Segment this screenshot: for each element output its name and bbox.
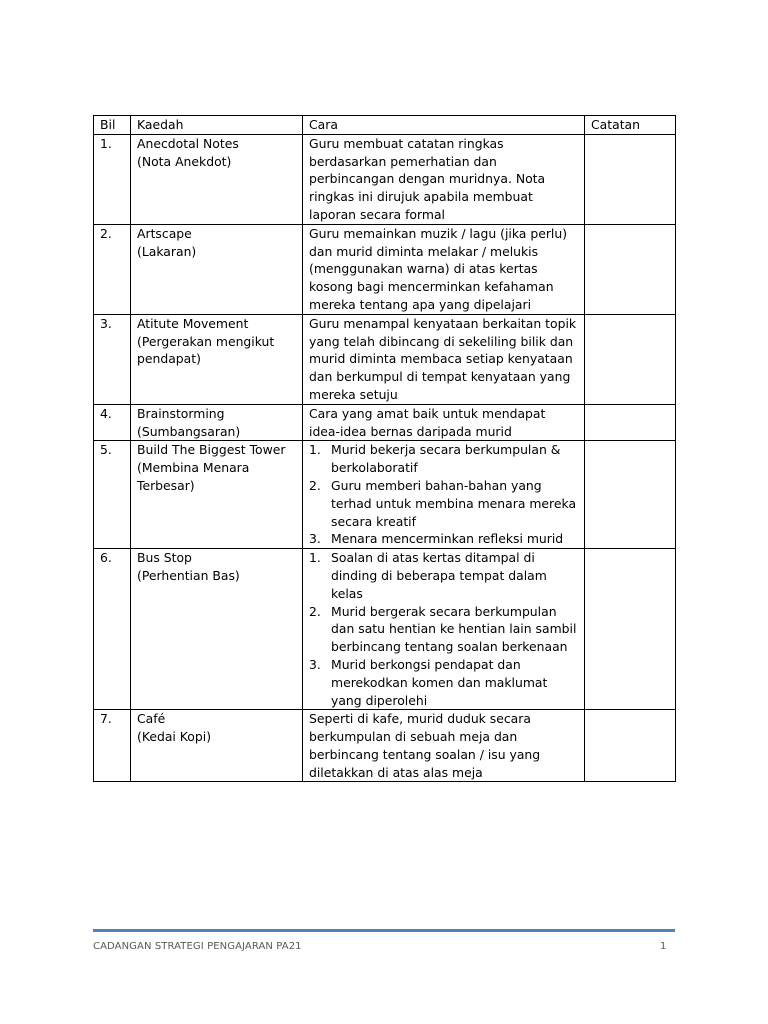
cara-step bbox=[309, 441, 580, 477]
kaedah-line: Terbesar) bbox=[137, 477, 195, 493]
table-row bbox=[94, 134, 676, 224]
header-cara: Cara bbox=[303, 116, 585, 135]
row-bil: 6. bbox=[94, 549, 131, 710]
kaedah-line: Anecdotal Notes bbox=[137, 135, 239, 151]
kaedah-line: (Lakaran) bbox=[137, 243, 197, 259]
cara-step bbox=[309, 603, 580, 656]
cara-step bbox=[309, 530, 580, 548]
step-text: Murid berkongsi pendapat dan merekodkan komen dan maklumat yang diperolehi bbox=[331, 656, 548, 708]
row-kaedah bbox=[131, 441, 303, 549]
step-text: Soalan di atas kertas ditampal di dinding di beberapa tempat dalam kelas bbox=[331, 550, 547, 601]
row-catatan bbox=[585, 549, 676, 710]
row-catatan bbox=[585, 441, 676, 549]
row-catatan bbox=[585, 404, 676, 441]
row-cara bbox=[303, 441, 585, 549]
step-number: 1. bbox=[309, 442, 321, 458]
kaedah-line: Artscape bbox=[137, 225, 192, 241]
row-kaedah bbox=[131, 134, 303, 224]
row-bil: 4. bbox=[94, 404, 131, 441]
row-cara bbox=[303, 404, 585, 441]
row-kaedah bbox=[131, 314, 303, 404]
table-row bbox=[94, 710, 676, 782]
row-kaedah bbox=[131, 549, 303, 710]
row-catatan bbox=[585, 710, 676, 782]
table-body bbox=[94, 134, 676, 782]
kaedah-line: (Pergerakan mengikut bbox=[137, 333, 275, 349]
table-row bbox=[94, 404, 676, 441]
cara-text: Seperti di kafe, murid duduk secara berkumpulan di sebuah meja dan berbincang tentang soalan / isu yang diletakkan di atas alas meja bbox=[309, 711, 541, 780]
table-header-row bbox=[94, 116, 676, 135]
row-bil: 3. bbox=[94, 314, 131, 404]
step-number: 2. bbox=[309, 477, 321, 493]
cara-text: Cara yang amat baik untuk mendapat idea-idea bernas daripada murid bbox=[309, 405, 546, 439]
header-catatan: Catatan bbox=[585, 116, 676, 135]
row-bil: 7. bbox=[94, 710, 131, 782]
row-kaedah bbox=[131, 710, 303, 782]
footer-title: CADANGAN STRATEGI PENGAJARAN PA21 bbox=[93, 941, 302, 952]
kaedah-line: Build The Biggest Tower bbox=[137, 442, 286, 458]
kaedah-line: Brainstorming bbox=[137, 405, 225, 421]
page-number: 1 bbox=[660, 941, 667, 952]
row-bil: 5. bbox=[94, 441, 131, 549]
header-kaedah: Kaedah bbox=[131, 116, 303, 135]
table-row bbox=[94, 224, 676, 314]
header-bil: Bil bbox=[94, 116, 131, 135]
cara-step bbox=[309, 477, 580, 530]
kaedah-line: (Membina Menara bbox=[137, 460, 250, 476]
kaedah-line: pendapat) bbox=[137, 351, 201, 367]
step-number: 2. bbox=[309, 603, 321, 619]
row-kaedah bbox=[131, 224, 303, 314]
row-cara bbox=[303, 134, 585, 224]
row-catatan bbox=[585, 134, 676, 224]
cara-step bbox=[309, 656, 580, 709]
cara-step bbox=[309, 549, 580, 602]
footer-divider bbox=[93, 929, 675, 932]
row-cara bbox=[303, 314, 585, 404]
cara-steps bbox=[309, 441, 580, 548]
row-catatan bbox=[585, 224, 676, 314]
row-catatan bbox=[585, 314, 676, 404]
step-text: Guru memberi bahan-bahan yang terhad untuk membina menara mereka secara kreatif bbox=[331, 477, 577, 529]
step-text: Murid bekerja secara berkumpulan & berkolaboratif bbox=[331, 442, 561, 476]
table-row bbox=[94, 441, 676, 549]
row-kaedah bbox=[131, 404, 303, 441]
table-row bbox=[94, 549, 676, 710]
cara-text: Guru membuat catatan ringkas berdasarkan pemerhatian dan perbincangan dengan muridnya. Nota ringkas ini dirujuk apabila membuat laporan secara formal bbox=[309, 135, 546, 222]
kaedah-line: (Perhentian Bas) bbox=[137, 567, 240, 583]
step-number: 3. bbox=[309, 656, 321, 672]
step-number: 3. bbox=[309, 531, 321, 547]
cara-text: Guru memainkan muzik / lagu (jika perlu) dan murid diminta melakar / melukis (menggunakan warna) di atas kertas kosong bagi mencerminkan kefahaman mereka tentang apa yang dipelajari bbox=[309, 225, 568, 312]
kaedah-line: (Kedai Kopi) bbox=[137, 729, 212, 745]
kaedah-line: Café bbox=[137, 711, 166, 727]
kaedah-line: Atitute Movement bbox=[137, 315, 249, 331]
row-cara bbox=[303, 710, 585, 782]
kaedah-line: (Nota Anekdot) bbox=[137, 153, 232, 169]
kaedah-line: (Sumbangsaran) bbox=[137, 423, 241, 439]
table-row bbox=[94, 314, 676, 404]
row-bil: 1. bbox=[94, 134, 131, 224]
cara-text: Guru menampal kenyataan berkaitan topik yang telah dibincang di sekeliling bilik dan murid diminta membaca setiap kenyataan dan berkumpul di tempat kenyataan yang mereka setuju bbox=[309, 315, 577, 402]
strategy-table bbox=[93, 115, 676, 782]
kaedah-line: Bus Stop bbox=[137, 550, 192, 566]
step-text: Murid bergerak secara berkumpulan dan satu hentian ke hentian lain sambil berbincang tentang soalan berkenaan bbox=[331, 603, 577, 655]
cara-steps bbox=[309, 549, 580, 709]
step-number: 1. bbox=[309, 550, 321, 566]
step-text: Menara mencerminkan refleksi murid bbox=[331, 531, 564, 547]
row-bil: 2. bbox=[94, 224, 131, 314]
row-cara bbox=[303, 224, 585, 314]
row-cara bbox=[303, 549, 585, 710]
